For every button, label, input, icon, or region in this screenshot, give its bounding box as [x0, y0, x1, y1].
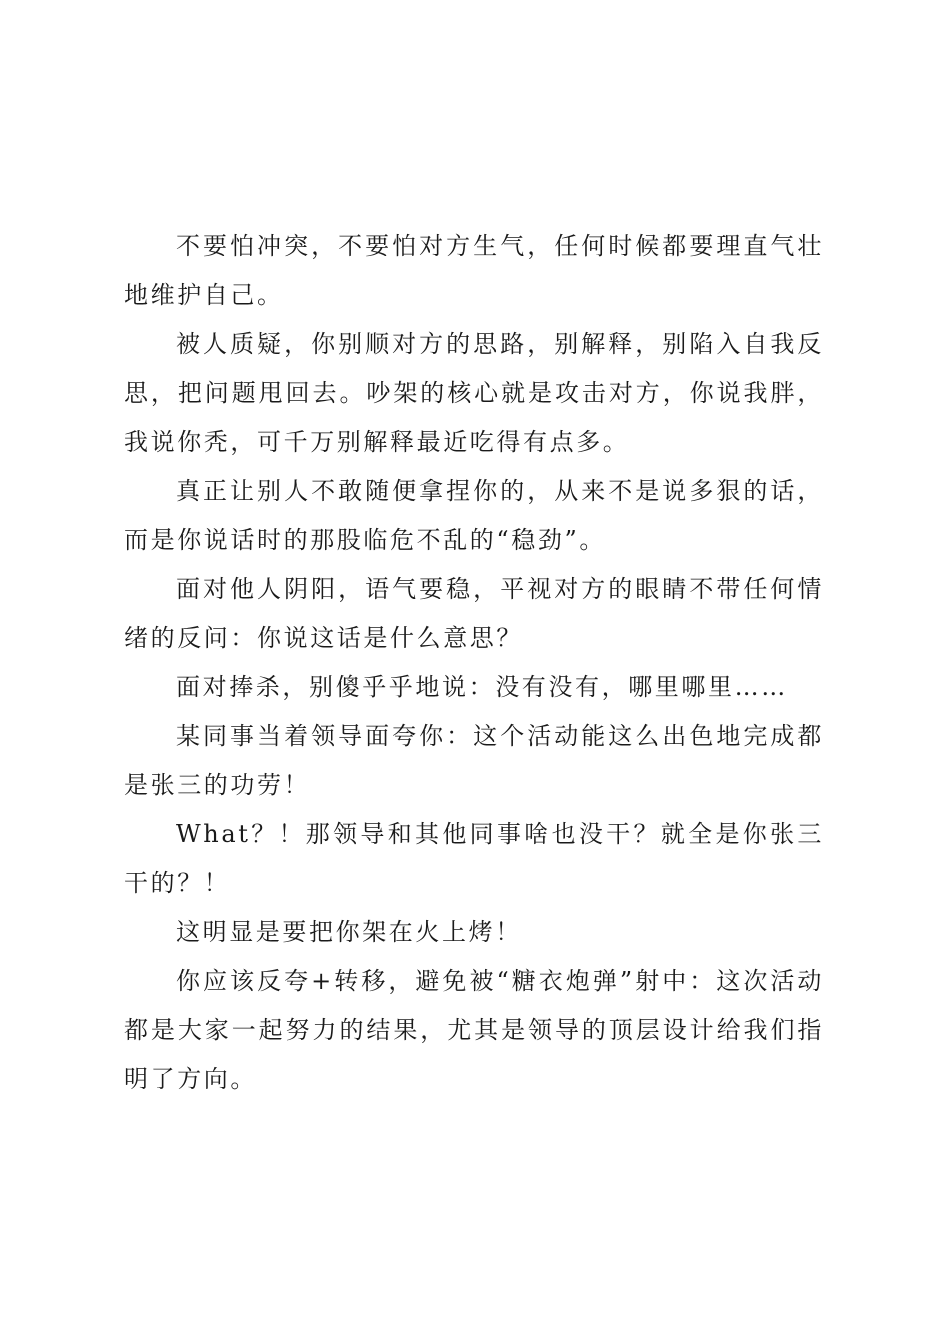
paragraph: 面对捧杀，别傻乎乎地说：没有没有，哪里哪里……: [176, 673, 788, 701]
paragraph: What？！那领导和其他同事啥也没干？就全是你张三干的？！: [124, 820, 824, 897]
document-body: [124, 222, 824, 1104]
paragraph: 不要怕冲突，不要怕对方生气，任何时候都要理直气壮地维护自己。: [124, 232, 824, 309]
paragraph: 这明显是要把你架在火上烤！: [176, 918, 522, 946]
paragraph: 真正让别人不敢随便拿捏你的，从来不是说多狠的话，而是你说话时的那股临危不乱的“稳劲”。: [124, 477, 824, 554]
paragraph: 被人质疑，你别顺对方的思路，别解释，别陷入自我反思，把问题甩回去。吵架的核心就是攻击对方，你说我胖，我说你秃，可千万别解释最近吃得有点多。: [124, 330, 824, 456]
paragraph: 你应该反夸+转移，避免被“糖衣炮弹”射中：这次活动都是大家一起努力的结果，尤其是领导的顶层设计给我们指明了方向。: [124, 967, 824, 1093]
paragraph: 某同事当着领导面夸你：这个活动能这么出色地完成都是张三的功劳！: [124, 722, 824, 799]
paragraph: 面对他人阴阳，语气要稳，平视对方的眼睛不带任何情绪的反问：你说这话是什么意思？: [124, 575, 824, 652]
